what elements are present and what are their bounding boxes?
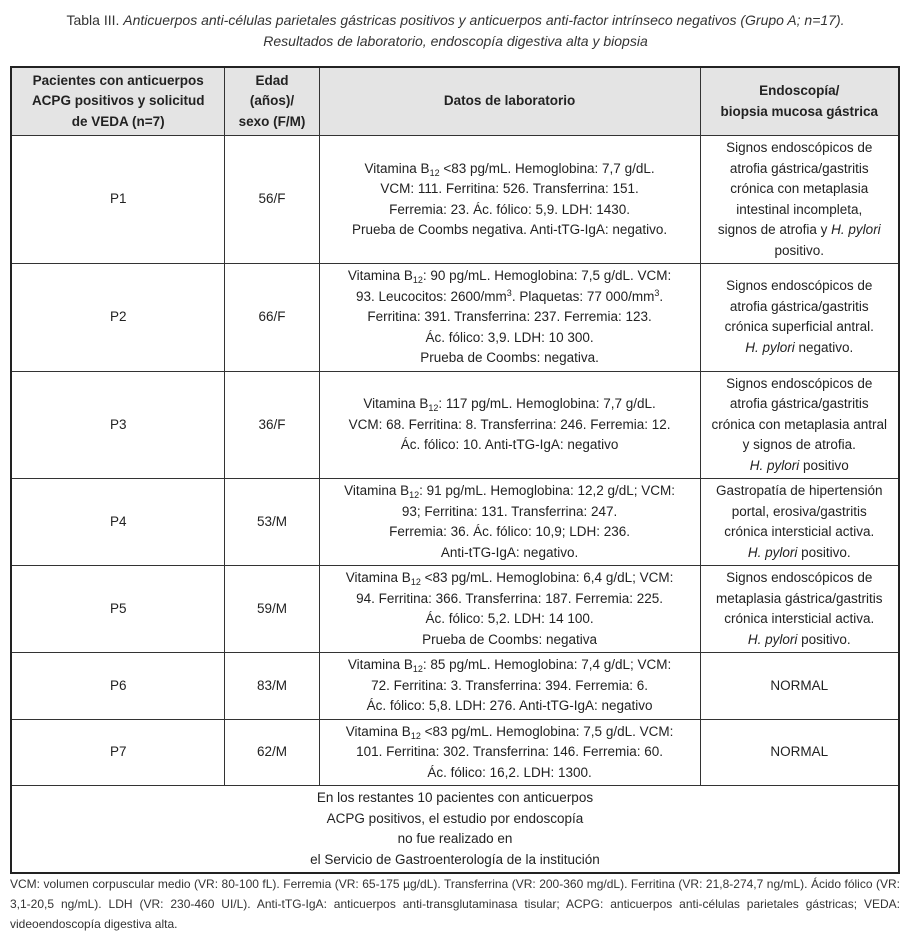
caption-line-1 <box>0 10 911 31</box>
text-line <box>326 307 694 328</box>
table-row <box>11 479 899 566</box>
patient-id: P4 <box>11 479 225 566</box>
text-run: positivo. <box>797 544 851 560</box>
table-footnote: VCM: volumen corpuscular medio (VR: 80-100 fL). Ferremia (VR: 65-175 µg/dL). Transferrina (VR: 200-360 mg/dL). Ferritina (VR: 21,8-274,7 ng/mL). Ácido fólico (VR: 3,1-20,5 ng/mL). LDH (VR: 230-460 UI/L). Anti-tTG-IgA: anticuerpos anti-transglutaminasa tisular; ACPG: anticuerpos anti-células parietales gástricas; VEDA: videoendoscopía digestiva alta. <box>10 877 900 931</box>
text-run: Signos endoscópicos de <box>726 375 873 391</box>
text-line <box>326 609 694 630</box>
text-line <box>707 317 892 338</box>
text-run: NORMAL <box>770 677 829 693</box>
text-line <box>707 374 892 395</box>
patient-id: P6 <box>11 653 225 720</box>
text-line <box>326 415 694 436</box>
column-header <box>225 67 319 136</box>
text-run: 3 <box>506 287 512 298</box>
column-header <box>700 67 899 136</box>
text-run: VCM: 68. Ferritina: 8. Transferrina: 246. Ferremia: 12. <box>348 416 671 432</box>
table-row <box>11 136 899 264</box>
table-row <box>11 719 899 786</box>
text-line <box>707 200 892 221</box>
text-line <box>707 676 892 697</box>
text-run: Vitamina B <box>363 396 429 411</box>
text-run: Ác. fólico: 10. Anti-tTG-IgA: negativo <box>400 437 619 452</box>
age-sex: 36/F <box>225 371 319 479</box>
text-run: Ferremia: 23. Ác. fólico: 5,9. LDH: 1430. <box>389 201 630 217</box>
text-run: . Plaquetas: 77 000/mm <box>511 288 655 304</box>
text-line <box>326 742 694 763</box>
patient-id: P7 <box>11 719 225 786</box>
table-caption <box>0 10 911 52</box>
endoscopy-result <box>700 479 899 566</box>
text-run: Prueba de Coombs: negativa. <box>420 350 599 365</box>
table-row <box>11 371 899 479</box>
text-line <box>326 630 694 651</box>
text-line <box>707 415 892 436</box>
text-run: positivo <box>799 457 849 473</box>
text-line <box>326 435 694 456</box>
text-run: : 117 pg/mL. Hemoglobina: 7,7 g/dL. <box>438 396 656 411</box>
text-line <box>326 543 694 564</box>
endoscopy-result <box>700 653 899 720</box>
text-line <box>707 220 892 241</box>
text-line <box>326 481 694 502</box>
lab-data <box>319 264 700 372</box>
species-name: H. pylori <box>749 457 800 473</box>
header-line: ACPG positivos y solicitud <box>31 93 205 109</box>
age-sex: 66/F <box>225 264 319 372</box>
text-run: positivo. <box>797 631 851 647</box>
text-run: Vitamina B <box>345 570 411 585</box>
text-run: atrofia gástrica/gastritis <box>729 298 869 314</box>
patient-id: P5 <box>11 566 225 653</box>
text-line <box>326 655 694 676</box>
column-header <box>319 67 700 136</box>
caption-line-2 <box>0 31 911 52</box>
header-line: Endoscopía/ <box>759 83 840 98</box>
endoscopy-result <box>700 566 899 653</box>
text-line <box>707 522 892 543</box>
text-run: Vitamina B <box>347 657 413 672</box>
text-run: 93. Leucocitos: 2600/mm <box>355 288 507 304</box>
summary-line: ACPG positivos, el estudio por endoscopía <box>326 810 584 826</box>
text-line <box>707 297 892 318</box>
table-row <box>11 653 899 720</box>
text-line <box>326 676 694 697</box>
endoscopy-result <box>700 371 899 479</box>
age-sex: 53/M <box>225 479 319 566</box>
text-run: : 90 pg/mL. Hemoglobina: 7,5 g/dL. VCM: <box>422 268 672 283</box>
text-line <box>326 200 694 221</box>
header-line: sexo (F/M) <box>238 113 306 129</box>
summary-cell <box>11 786 899 874</box>
summary-line: el Servicio de Gastroenterología de la institución <box>310 851 600 867</box>
text-run: crónica intersticial activa. <box>724 524 875 539</box>
text-run: Ác. fólico: 5,2. LDH: 14 100. <box>425 611 594 626</box>
text-run: 72. Ferritina: 3. Transferrina: 394. Ferremia: 6. <box>371 677 648 693</box>
header-line: Pacientes con anticuerpos <box>32 72 204 88</box>
text-run: crónica con metaplasia antral <box>711 416 888 432</box>
text-run: . <box>659 288 664 304</box>
text-line <box>707 568 892 589</box>
text-run: 12 <box>412 275 423 285</box>
text-run: 12 <box>412 664 423 674</box>
endoscopy-result <box>700 136 899 264</box>
text-run: 12 <box>409 490 420 500</box>
text-run: Ác. fólico: 5,8. LDH: 276. Anti-tTG-IgA: negativo <box>366 698 653 713</box>
lab-data <box>319 653 700 720</box>
lab-data <box>319 719 700 786</box>
text-run: Ferremia: 36. Ác. fólico: 10,9; LDH: 236. <box>389 524 630 539</box>
summary-line: no fue realizado en <box>397 831 513 846</box>
lab-data <box>319 566 700 653</box>
text-line <box>326 568 694 589</box>
text-run: 93; Ferritina: 131. Transferrina: 247. <box>401 503 618 519</box>
lab-data <box>319 136 700 264</box>
text-line <box>707 338 892 359</box>
text-run: portal, erosiva/gastritis <box>731 503 867 519</box>
text-line <box>707 630 892 651</box>
text-run: negativo. <box>794 339 854 355</box>
summary-line: En los restantes 10 pacientes con anticuerpos <box>316 790 594 805</box>
text-run: intestinal incompleta, <box>736 201 863 217</box>
text-line <box>326 394 694 415</box>
text-run: 12 <box>429 167 440 178</box>
text-line <box>326 220 694 241</box>
table-row <box>11 566 899 653</box>
header-line: Edad <box>255 72 289 88</box>
text-run: Vitamina B <box>344 483 410 498</box>
text-line <box>707 179 892 200</box>
endoscopy-result <box>700 264 899 372</box>
text-run: crónica superficial antral. <box>724 319 874 335</box>
results-table <box>10 66 900 874</box>
text-line <box>707 502 892 523</box>
age-sex: 83/M <box>225 653 319 720</box>
header-line: biopsia mucosa gástrica <box>720 103 879 119</box>
caption-subtitle: Resultados de laboratorio, endoscopía digestiva alta y biopsia <box>263 33 648 49</box>
text-line <box>326 522 694 543</box>
species-name: H. pylori <box>747 544 798 560</box>
text-run: Anti-tTG-IgA: negativo. <box>440 544 579 560</box>
text-line <box>707 589 892 610</box>
text-run: <83 pg/mL. Hemoglobina: 7,7 g/dL. <box>439 160 655 176</box>
text-run: <83 pg/mL. Hemoglobina: 7,5 g/dL. VCM: <box>420 723 674 739</box>
text-run: 12 <box>410 577 421 587</box>
text-run: crónica intersticial activa. <box>724 611 875 626</box>
lab-data <box>319 371 700 479</box>
text-line <box>707 276 892 297</box>
text-line <box>326 328 694 349</box>
text-run: NORMAL <box>770 744 829 759</box>
text-run: Gastropatía de hipertensión <box>715 483 883 498</box>
text-line <box>707 138 892 159</box>
text-run: metaplasia gástrica/gastritis <box>715 590 883 606</box>
species-name: H. pylori <box>831 222 881 237</box>
text-line <box>326 348 694 369</box>
text-line <box>707 159 892 180</box>
table-row <box>11 264 899 372</box>
text-line <box>707 742 892 763</box>
text-run: Ác. fólico: 16,2. LDH: 1300. <box>427 764 592 780</box>
text-run: crónica con metaplasia <box>730 181 869 196</box>
patient-id: P3 <box>11 371 225 479</box>
text-line <box>326 763 694 784</box>
text-run: Ferritina: 391. Transferrina: 237. Ferremia: 123. <box>367 309 652 324</box>
text-line <box>326 287 694 308</box>
text-run: atrofia gástrica/gastritis <box>729 160 869 176</box>
patient-id: P2 <box>11 264 225 372</box>
header-line: (años)/ <box>249 93 295 109</box>
text-line <box>326 179 694 200</box>
text-line <box>326 722 694 743</box>
text-line <box>326 589 694 610</box>
summary-row <box>11 786 899 874</box>
text-run: atrofia gástrica/gastritis <box>729 396 869 411</box>
text-run: Vitamina B <box>345 723 411 739</box>
age-sex: 59/M <box>225 566 319 653</box>
text-line <box>707 394 892 415</box>
text-run: Signos endoscópicos de <box>726 140 873 155</box>
header-line: de VEDA (n=7) <box>71 113 165 129</box>
text-run: 12 <box>410 730 421 741</box>
header-line: Datos de laboratorio <box>443 93 576 109</box>
species-name: H. pylori <box>747 631 798 647</box>
age-sex: 62/M <box>225 719 319 786</box>
species-name: H. pylori <box>745 339 795 355</box>
text-run: Ác. fólico: 3,9. LDH: 10 300. <box>425 329 594 345</box>
text-run: : 85 pg/mL. Hemoglobina: 7,4 g/dL; VCM: <box>422 657 672 672</box>
text-line <box>707 609 892 630</box>
text-line <box>326 266 694 287</box>
text-run: 12 <box>428 403 439 413</box>
header-row <box>11 67 899 136</box>
age-sex: 56/F <box>225 136 319 264</box>
text-line <box>326 696 694 717</box>
text-run: Signos endoscópicos de <box>726 278 873 294</box>
text-run: 3 <box>654 287 660 298</box>
text-run: 101. Ferritina: 302. Transferrina: 146. Ferremia: 60. <box>356 744 664 759</box>
text-run: <83 pg/mL. Hemoglobina: 6,4 g/dL; VCM: <box>420 570 674 585</box>
patient-id: P1 <box>11 136 225 264</box>
text-line <box>326 502 694 523</box>
text-run: Vitamina B <box>347 268 413 283</box>
text-line <box>707 435 892 456</box>
text-run: Prueba de Coombs: negativa <box>422 631 597 647</box>
text-line <box>707 241 892 262</box>
text-run: VCM: 111. Ferritina: 526. Transferrina: 151. <box>380 181 639 196</box>
text-run: signos de atrofia y <box>717 222 832 237</box>
endoscopy-result <box>700 719 899 786</box>
text-run: positivo. <box>774 242 825 258</box>
text-run: Signos endoscópicos de <box>726 570 873 585</box>
text-line <box>707 481 892 502</box>
text-line <box>707 543 892 564</box>
lab-data <box>319 479 700 566</box>
text-run: y signos de atrofia. <box>742 437 856 452</box>
text-line <box>326 159 694 180</box>
text-run: Vitamina B <box>364 160 430 176</box>
text-run: Prueba de Coombs negativa. Anti-tTG-IgA: negativo. <box>351 222 668 237</box>
caption-label: Tabla III. <box>66 12 120 28</box>
column-header <box>11 67 225 136</box>
text-line <box>707 456 892 477</box>
text-run: : 91 pg/mL. Hemoglobina: 12,2 g/dL; VCM: <box>419 483 676 498</box>
caption-title: Anticuerpos anti-células parietales gástricas positivos y anticuerpos anti-factor intrínseco negativos (Grupo A; n=17). <box>123 12 845 28</box>
text-run: 94. Ferritina: 366. Transferrina: 187. Ferremia: 225. <box>356 590 664 606</box>
